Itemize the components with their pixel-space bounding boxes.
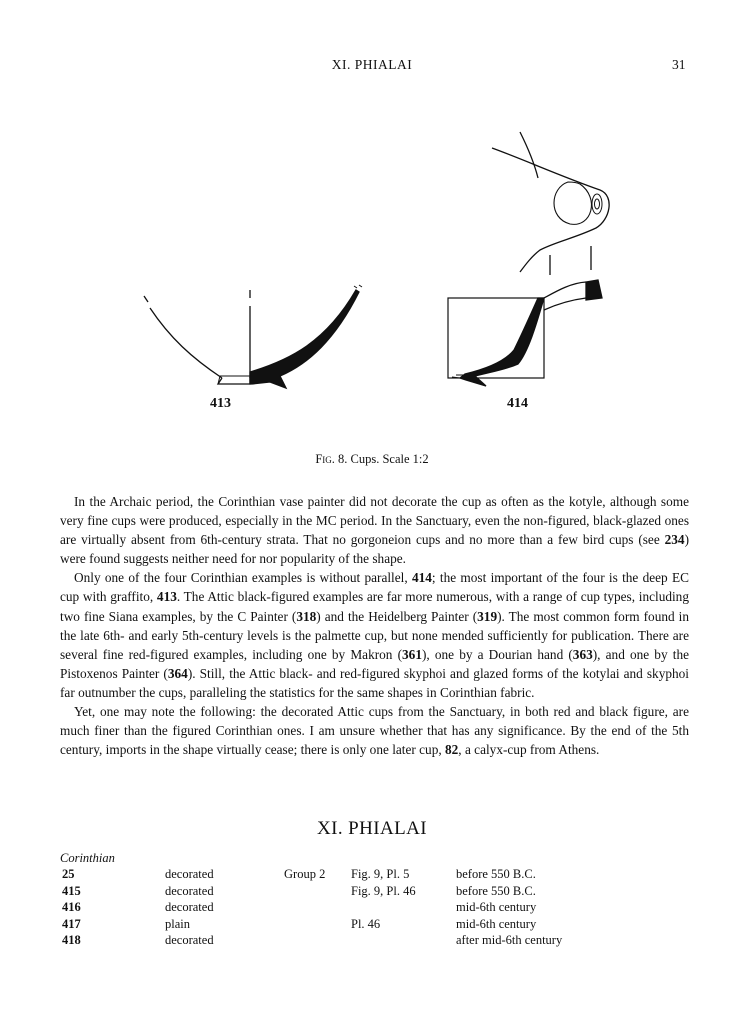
catalog-date-text: mid-6th century — [456, 900, 537, 914]
catalog-table — [60, 850, 680, 949]
catalog-type: decorated — [165, 867, 214, 881]
catalog-date — [456, 866, 536, 883]
text-run: ), and one by the Pistoxenos Painter ( — [60, 646, 689, 681]
text-run: Yet, one may note the following: the decorated Attic cups from the Sanctuary, in both red and black figure, are much finer than the figured Corinthian ones. I am unsure whether that has any significance. By the end of the 5th century, imports in the shape virtually cease; there is only one later cup, — [60, 704, 689, 758]
catalog-reference: 234 — [664, 532, 685, 548]
caption-prefix: Fig. — [315, 452, 335, 466]
catalog-type: decorated — [165, 900, 214, 914]
catalog-number: 417 — [62, 916, 81, 931]
text-run: ). The most common form found in the late 6th- and early 5th-century levels is the palmette cup, but none mended sufficiently for publication. There are several fine red-figured examples, including one by Makron ( — [60, 608, 689, 662]
text-run: ), one by a Dourian hand ( — [421, 646, 573, 662]
text-run: ; the most important of the four is the deep EC cup with graffito, — [60, 570, 689, 605]
catalog-row — [60, 883, 680, 900]
catalog-number: 416 — [62, 900, 81, 914]
catalog-date-text: before 550 — [456, 867, 510, 881]
catalog-reference: 319 — [477, 608, 498, 624]
figure-label-413: 413 — [210, 396, 231, 411]
catalog-rows — [60, 866, 680, 949]
caption-text: 8. Cups. Scale 1:2 — [334, 452, 429, 466]
catalog-figure-ref: Fig. 9, Pl. 46 — [351, 883, 416, 898]
catalog-era: B.C. — [512, 883, 536, 898]
catalog-reference: 363 — [572, 646, 593, 662]
paragraph — [60, 492, 689, 568]
catalog-number: 415 — [62, 883, 81, 898]
catalog-date — [456, 883, 536, 900]
catalog-date-text: mid-6th century — [456, 916, 537, 931]
text-run: , a calyx-cup from Athens. — [458, 742, 600, 758]
catalog-group-label: Corinthian — [60, 851, 115, 865]
catalog-reference: 413 — [156, 589, 177, 605]
cup-profiles-figure — [130, 120, 610, 430]
running-title: XI. PHIALAI — [331, 57, 413, 72]
catalog-row — [60, 932, 680, 949]
catalog-figure-ref: Pl. 46 — [351, 916, 381, 931]
catalog-group: Group 2 — [284, 867, 326, 881]
catalog-date — [456, 916, 536, 933]
paragraph — [60, 702, 689, 759]
catalog-reference: 414 — [411, 570, 432, 586]
cup-profile-drawings — [130, 120, 610, 430]
catalog-row — [60, 916, 680, 933]
body-text — [60, 492, 689, 759]
text-run: Only one of the four Corinthian examples is without parallel, — [74, 570, 412, 586]
catalog-type: plain — [165, 916, 190, 931]
catalog-reference: 82 — [445, 742, 459, 758]
figure-label-414: 414 — [507, 396, 528, 411]
catalog-figure-ref: Fig. 9, Pl. 5 — [351, 867, 410, 881]
catalog-reference: 318 — [296, 608, 317, 624]
page-number: 31 — [672, 57, 686, 72]
catalog-date-text: after mid-6th century — [456, 933, 563, 947]
paragraph — [60, 568, 689, 702]
cup-413-profile — [144, 285, 362, 388]
catalog-era: B.C. — [512, 867, 536, 881]
catalog-row — [60, 866, 680, 883]
catalog-number: 25 — [62, 867, 75, 881]
catalog-date — [456, 899, 536, 916]
catalog-number: 418 — [62, 933, 81, 947]
text-run: ) were found suggests neither need for nor popularity of the shape. — [60, 532, 689, 567]
figure-caption — [0, 452, 744, 467]
catalog-reference: 364 — [167, 665, 188, 681]
text-run: ). Still, the Attic black- and red-figured skyphoi and glazed forms of the kotylai and skyphoi far outnumber the cups, paralleling the statistics for the same shapes in Corinthian fabric. — [60, 665, 689, 700]
text-run: . The Attic black-figured examples are far more numerous, with a range of cup types, including two fine Siana examples, by the C Painter ( — [60, 589, 689, 624]
text-run: ) and the Heidelberg Painter ( — [316, 608, 478, 624]
catalog-reference: 361 — [402, 646, 422, 662]
text-run: In the Archaic period, the Corinthian vase painter did not decorate the cup as often as the kotyle, although some very fine cups were produced, especially in the MC period. In the Sanctuary, even the non-figured, black-glazed ones are virtually absent from 6th-century strata. That no gorgoneion cups and no more than a few bird cups (see — [60, 494, 689, 548]
catalog-type: decorated — [165, 883, 214, 898]
catalog-date — [456, 932, 562, 949]
cup-414-profile — [448, 132, 609, 386]
section-title: XI. PHIALAI — [317, 818, 427, 839]
catalog-type: decorated — [165, 933, 214, 947]
catalog-date-text: before 550 — [456, 883, 510, 898]
catalog-row — [60, 899, 680, 916]
